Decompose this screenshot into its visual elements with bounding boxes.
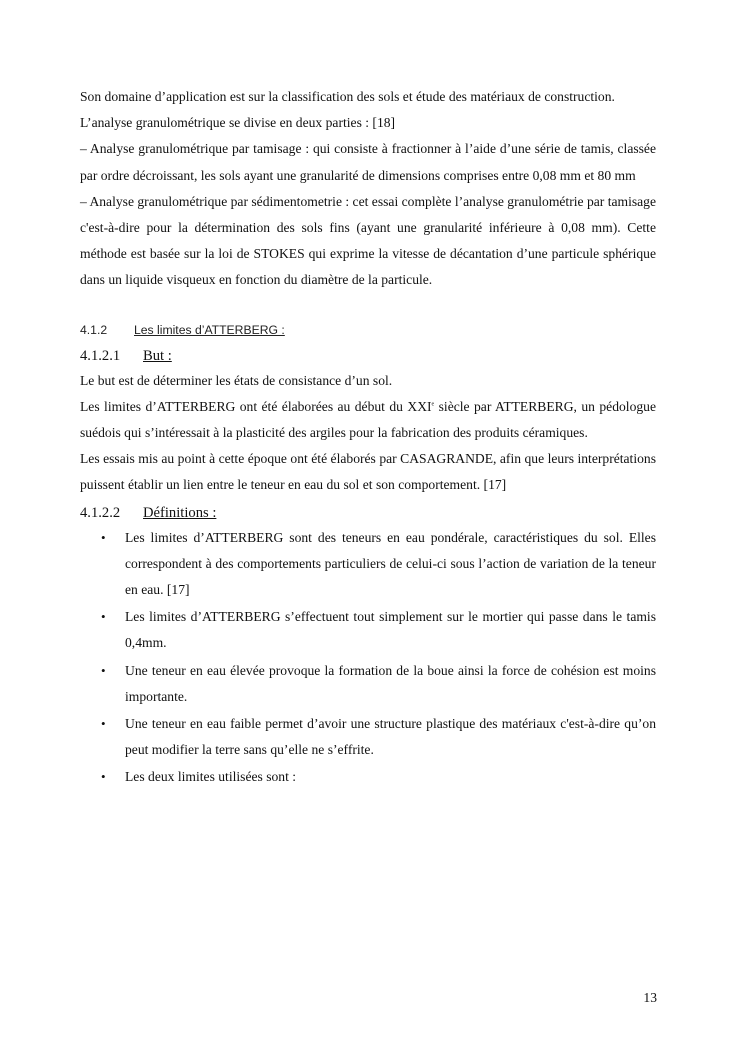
list-item — [80, 711, 656, 763]
definitions-list — [80, 525, 656, 791]
section-number: 4.1.2.1 — [80, 347, 121, 364]
list-item-text: Les limites d’ATTERBERG s’effectuent tout simplement sur le mortier qui passe dans le tamis 0,4mm. — [125, 609, 656, 651]
list-item-text: Une teneur en eau élevée provoque la formation de la boue ainsi la force de cohésion est moins importante. — [125, 662, 656, 704]
list-item — [80, 604, 656, 656]
list-item — [80, 764, 656, 790]
bullet-icon: • — [101, 529, 106, 545]
page-number: 13 — [643, 990, 657, 1005]
list-item — [80, 525, 656, 604]
bullet-icon: • — [101, 769, 106, 785]
goal-paragraph: Le but est de déterminer les états de consistance d’un sol. — [80, 372, 393, 388]
list-item — [80, 658, 656, 710]
history-paragraph — [80, 394, 656, 446]
section-heading-4-1-2-1 — [80, 344, 656, 368]
spacer — [80, 294, 656, 314]
century-superscript: e — [431, 401, 435, 408]
list-item-text: Une teneur en eau faible permet d’avoir une structure plastique des matériaux c'est-à-dire qu’on peut modifier la terre sans qu’elle ne s’effrite. — [125, 716, 656, 758]
bullet-icon: • — [101, 716, 106, 732]
sieving-paragraph: – Analyse granulométrique par tamisage : qui consiste à fractionner à l’aide d’une série de tamis, classée par ordre décroissant, les sols ayant une granularité de dimensions comprises entre 0,08 mm et 80 mm — [80, 141, 656, 183]
list-item-text: Les deux limites utilisées sont : — [125, 769, 297, 785]
section-title: But : — [143, 347, 172, 364]
intro-parts-line: L’analyse granulométrique se divise en deux parties : [18] — [80, 115, 396, 131]
intro-paragraph: Son domaine d’application est sur la classification des sols et étude des matériaux de construction. — [80, 89, 615, 104]
section-title: Les limites d’ATTERBERG : — [134, 322, 285, 337]
history-text-end: siècle par ATTERBERG, un pédologue suédois qui s’intéressait à la plasticité des argiles pour la fabrication des produits céramiques. — [80, 398, 656, 441]
section-heading-4-1-2-2 — [80, 501, 656, 525]
section-title: Définitions : — [143, 504, 217, 521]
list-item-text: Les limites d’ATTERBERG sont des teneurs en eau pondérale, caractéristiques du sol. Elles correspondent à des comportements particuliers de celui-ci sous l’action de variation de la teneur en eau. [17] — [125, 529, 656, 598]
section-number: 4.1.2 — [80, 322, 108, 337]
document-page — [80, 84, 656, 791]
section-heading-4-1-2 — [80, 320, 656, 340]
casagrande-paragraph: Les essais mis au point à cette époque ont été élaborés par CASAGRANDE, afin que leurs interprétations puissent établir un lien entre le teneur en eau du sol et son comportement. [17] — [80, 451, 656, 493]
history-text-start: Les limites d’ATTERBERG ont été élaborées au début du XXI — [80, 398, 432, 414]
bullet-icon: • — [101, 662, 106, 678]
bullet-icon: • — [101, 609, 106, 625]
sedimentometry-paragraph: – Analyse granulométrique par sédimentometrie : cet essai complète l’analyse granulométrie par tamisage c'est-à-dire pour la détermination des sols fins (ayant une granularité inférieure à 0,08 mm). Cette méthode est basée sur la loi de STOKES qui exprime la vitesse de décantation d’une particule sphérique dans un liquide visqueux en fonction du diamètre de la particule. — [80, 193, 657, 288]
section-number: 4.1.2.2 — [80, 504, 121, 521]
